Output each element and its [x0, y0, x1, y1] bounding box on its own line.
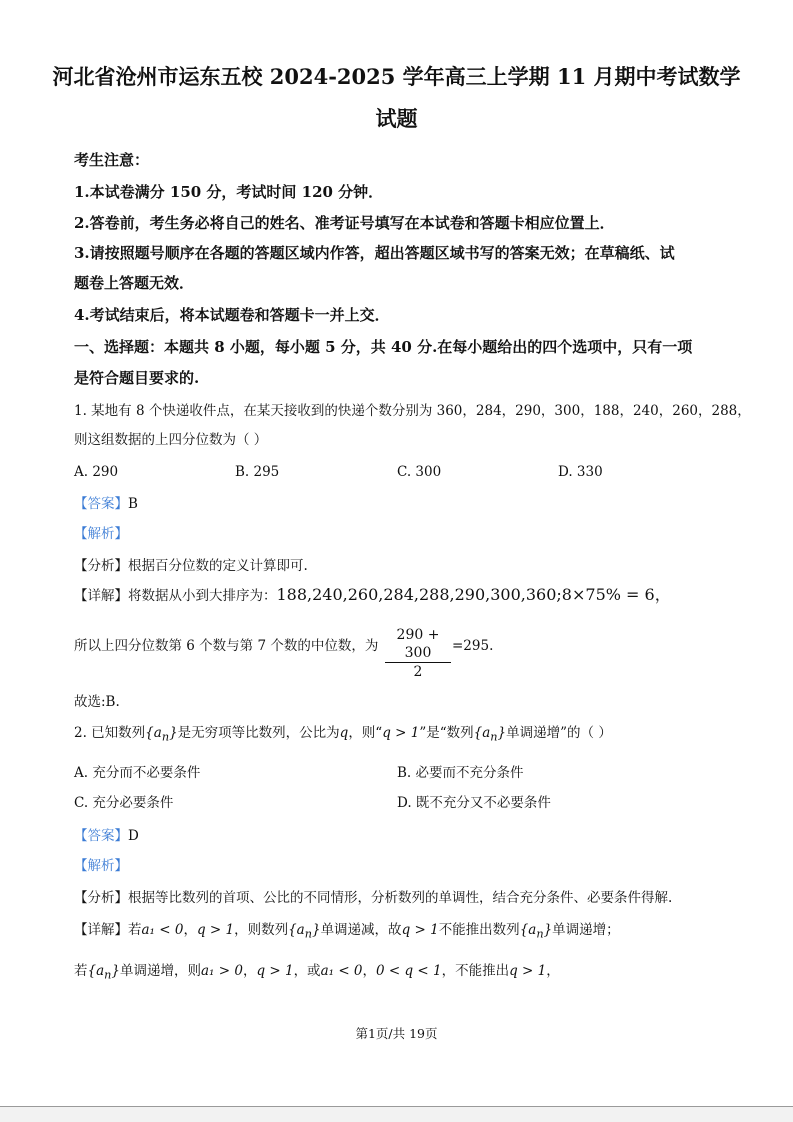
q2-d2-m5: q > 1	[509, 963, 547, 979]
q2-d2-f: ，不能推出	[441, 963, 510, 979]
q2-d2-m1: a₁ > 0	[200, 963, 243, 979]
page-footer: 第1页/共 19页	[355, 1026, 438, 1041]
q1-detail-label: 【详解】	[74, 588, 128, 604]
q2-answer-label: 【答案】	[74, 828, 128, 844]
q2-d1-seq2-a: {a	[519, 922, 537, 938]
q2-d2-seq-close: }	[111, 963, 120, 979]
section-heading-line1: 一、选择题：本题共 8 小题，每小题 5 分，共 40 分.在每小题给出的四个选项中，只有一项	[74, 338, 693, 356]
notice-item-4: 4.考试结束后，将本试题卷和答题卡一并上交．	[74, 306, 390, 324]
q2-detail-label: 【详解】	[74, 922, 128, 938]
q2-answer-value: D	[128, 828, 139, 844]
q2-option-b: B. 必要而不充分条件	[397, 765, 524, 781]
q2-d1-f: 单调递增；	[552, 922, 620, 938]
doc-title-line2: 试题	[375, 106, 418, 131]
q2-d2-d: ，或	[293, 963, 321, 979]
q2-d1-b: ，	[183, 922, 197, 938]
q1-fenxi-row	[74, 556, 308, 576]
q1-stem-line2: 则这组数据的上四分位数为（ ）	[74, 432, 268, 448]
q2-fenxi-label: 【分析】	[74, 890, 128, 906]
q2-seq-sub-2: n	[490, 730, 498, 744]
q2-detail-line1	[74, 920, 620, 945]
q2-d2-m3: a₁ < 0	[320, 963, 363, 979]
q2-d1-seq-a: {a	[288, 922, 305, 938]
doc-title-line1: 河北省沧州市运东五校 2024-2025 学年高三上学期 11 月期中考试数学	[52, 64, 741, 89]
q1-fraction-numerator: 290 + 300	[396, 627, 440, 661]
q2-condition: q > 1	[382, 725, 420, 741]
q1-fraction-denominator: 2	[413, 664, 423, 680]
q2-stem-part2: 是无穷项等比数列，公比为	[177, 725, 340, 741]
q2-d2-seq-a: {a	[87, 963, 105, 979]
notice-item-2: 2.答卷前，考生务必将自己的姓名、准考证号填写在本试卷和答题卡相应位置上．	[74, 214, 615, 232]
q2-d1-seq2-close: }	[543, 922, 553, 938]
q1-option-d: D. 330	[558, 464, 603, 480]
q2-d1-m1: a₁ < 0	[141, 922, 184, 938]
q2-seq-symbol-2	[473, 725, 507, 744]
q2-d1-seq	[288, 922, 321, 941]
q2-option-c: C. 充分必要条件	[74, 795, 174, 811]
notice-item-3a: 3.请按照题号顺序在各题的答题区域内作答，超出答题区域书写的答案无效；在草稿纸、试	[74, 244, 675, 262]
q2-d2-b: 单调递增，则	[119, 963, 201, 979]
q1-answer-label: 【答案】	[74, 496, 128, 512]
q2-d2-seq-sub: n	[104, 968, 112, 982]
notice-item-1: 1.本试卷满分 150 分，考试时间 120 分钟．	[74, 183, 384, 201]
bottom-shade	[0, 1107, 793, 1122]
notice-item-3b: 题卷上答题无效．	[74, 274, 195, 292]
q2-fenxi-text: 根据等比数列的首项、公比的不同情形，分析数列的单调性，结合充分条件、必要条件得解.	[128, 890, 673, 906]
q2-d1-c: ，则数列	[234, 922, 289, 938]
q2-q-var: q	[339, 725, 349, 741]
q1-answer-value: B	[128, 496, 138, 512]
q1-detail-text: 将数据从小到大排序为：	[128, 588, 277, 604]
q2-stem	[74, 723, 612, 748]
q2-d1-d: 单调递减，故	[320, 922, 402, 938]
q2-d2-c: ，	[242, 963, 257, 979]
q1-detail-math: 188,240,260,284,288,290,300,360;8×75% = 6，	[276, 585, 671, 604]
q1-option-b: B. 295	[235, 464, 280, 480]
q2-analysis-label: 【解析】	[74, 858, 128, 874]
q2-d2-e: ，	[362, 963, 377, 979]
q2-answer-row	[74, 826, 139, 846]
q1-option-c: C. 300	[397, 464, 442, 480]
q2-d2-g: ，	[546, 963, 560, 979]
q1-answer-row	[74, 494, 138, 514]
q1-detail-row	[74, 585, 671, 606]
q2-seq-symbol	[145, 725, 178, 744]
q1-fraction	[385, 626, 451, 681]
q1-fenxi-label: 【分析】	[74, 558, 128, 574]
section-heading-line2: 是符合题目要求的.	[74, 369, 200, 387]
q2-d1-e: 不能推出数列	[438, 922, 520, 938]
q2-d1-seq-sub: n	[304, 927, 312, 941]
q2-d2-a: 若	[74, 963, 88, 979]
q2-option-a: A. 充分而不必要条件	[74, 765, 201, 781]
q2-seq-close: }	[169, 725, 178, 741]
q2-seq-close-2: }	[497, 725, 507, 741]
q2-detail-line2	[74, 961, 560, 986]
q2-fenxi-row	[74, 888, 672, 908]
q2-d2-m2: q > 1	[256, 963, 294, 979]
q2-d1-seq-close: }	[311, 922, 321, 938]
q2-stem-part3: ，则“	[348, 725, 383, 741]
q1-conclusion-prefix: 所以上四分位数第 6 个数与第 7 个数的中位数，为	[74, 638, 379, 654]
q2-option-d: D. 既不充分又不必要条件	[397, 795, 551, 811]
q2-d1-a: 若	[128, 922, 142, 938]
q2-stem-part1: 2. 已知数列	[74, 725, 146, 741]
q2-seq-a-2: {a	[473, 725, 491, 741]
q2-d1-seq2-sub: n	[536, 927, 544, 941]
q2-d1-m2: q > 1	[196, 922, 235, 938]
notice-heading: 考生注意：	[74, 151, 150, 169]
q1-conclusion-suffix: =295.	[452, 638, 494, 654]
q2-seq-sub: n	[161, 730, 170, 744]
q2-stem-part4: ”是“数列	[419, 725, 474, 741]
q1-choice: 故选:B.	[74, 694, 120, 710]
q1-option-a: A. 290	[74, 464, 119, 480]
q2-seq-a: {a	[145, 725, 162, 741]
q2-d1-seq2	[519, 922, 553, 941]
q1-fenxi-text: 根据百分位数的定义计算即可.	[128, 558, 308, 574]
q2-d2-m4: 0 < q < 1	[376, 963, 442, 979]
q2-d1-m3: q > 1	[401, 922, 439, 938]
q1-analysis-label: 【解析】	[74, 526, 128, 542]
q1-stem-line1: 1. 某地有 8 个快递收件点，在某天接收到的快递个数分别为 360，284，290，300，188，240，260，288，	[74, 403, 751, 419]
q2-d2-seq	[87, 963, 120, 982]
q2-stem-part5: 单调递增”的（ ）	[506, 725, 612, 741]
